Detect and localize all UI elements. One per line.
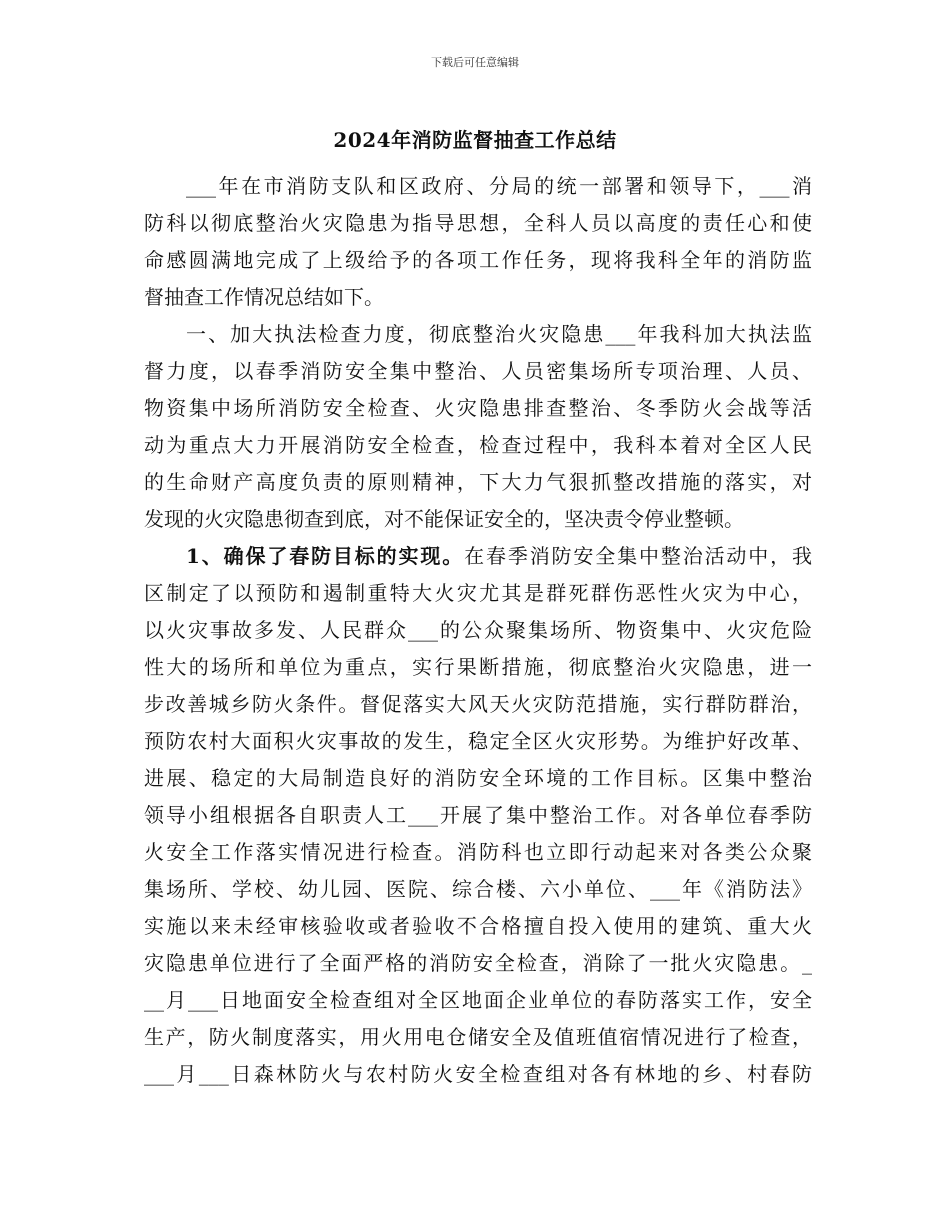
paragraph-line xyxy=(144,538,812,575)
paragraph-line: 领导小组根据各自职责人工___开展了集中整治工作。对各单位春季防 xyxy=(144,803,812,827)
paragraph-line: 一、加大执法检查力度，彻底整治火灾隐患___年我科加大执法监 xyxy=(186,322,812,346)
paragraph-line: 以火灾事故多发、人民群众___的公众聚集场所、物资集中、火灾危险 xyxy=(144,618,812,642)
paragraph-line: 物资集中场所消防安全检查、火灾隐患排查整治、冬季防火会战等活 xyxy=(144,396,812,420)
section-heading-bold: 1、确保了春防目标的实现。 xyxy=(186,544,465,568)
paragraph-line: 步改善城乡防火条件。督促落实大风天火灾防范措施，实行群防群治， xyxy=(144,692,812,716)
document-body xyxy=(144,168,812,1093)
paragraph-line: ___月___日森林防火与农村防火安全检查组对各有林地的乡、村春防 xyxy=(144,1062,812,1086)
paragraph-line: 火安全工作落实情况进行检查。消防科也立即行动起来对各类公众聚 xyxy=(144,840,812,864)
paragraph-line: 预防农村大面积火灾事故的发生，稳定全区火灾形势。为维护好改革、 xyxy=(144,729,812,753)
paragraph-line: __月___日地面安全检查组对全区地面企业单位的春防落实工作，安全 xyxy=(144,988,812,1012)
paragraph-line: 集场所、学校、幼儿园、医院、综合楼、六小单位、___年《消防法》 xyxy=(144,877,812,901)
paragraph-line: 发现的火灾隐患彻查到底，对不能保证安全的，坚决责令停业整顿。 xyxy=(144,507,744,531)
paragraph-line: 的生命财产高度负责的原则精神，下大力气狠抓整改措施的落实，对 xyxy=(144,470,812,494)
paragraph-line: 进展、稳定的大局制造良好的消防安全环境的工作目标。区集中整治 xyxy=(144,766,812,790)
paragraph-line: 命感圆满地完成了上级给予的各项工作任务，现将我科全年的消防监 xyxy=(144,248,812,272)
paragraph-line: 区制定了以预防和遏制重特大火灾尤其是群死群伤恶性火灾为中心， xyxy=(144,581,812,605)
paragraph-line: 督力度，以春季消防安全集中整治、人员密集场所专项治理、人员、 xyxy=(144,359,812,383)
paragraph-line: 防科以彻底整治火灾隐患为指导思想，全科人员以高度的责任心和使 xyxy=(144,211,812,235)
paragraph-line: 督抽查工作情况总结如下。 xyxy=(144,285,384,309)
paragraph-line: 实施以来未经审核验收或者验收不合格擅自投入使用的建筑、重大火 xyxy=(144,914,812,938)
document-title: 2024年消防监督抽查工作总结 xyxy=(333,128,617,152)
paragraph-line: 性大的场所和单位为重点，实行果断措施，彻底整治火灾隐患，进一 xyxy=(144,655,812,679)
paragraph-line: 生产，防火制度落实，用火用电仓储安全及值班值宿情况进行了检查， xyxy=(144,1025,812,1049)
paragraph-line: 灾隐患单位进行了全面严格的消防安全检查，消除了一批火灾隐患。_ xyxy=(144,951,812,975)
paragraph-line: 动为重点大力开展消防安全检查，检查过程中，我科本着对全区人民 xyxy=(144,433,812,457)
paragraph-line-tail: 在春季消防安全集中整治活动中，我 xyxy=(464,544,812,568)
header-note: 下载后可任意编辑 xyxy=(431,56,519,69)
paragraph-line: ___年在市消防支队和区政府、分局的统一部署和领导下，___消 xyxy=(186,174,812,198)
